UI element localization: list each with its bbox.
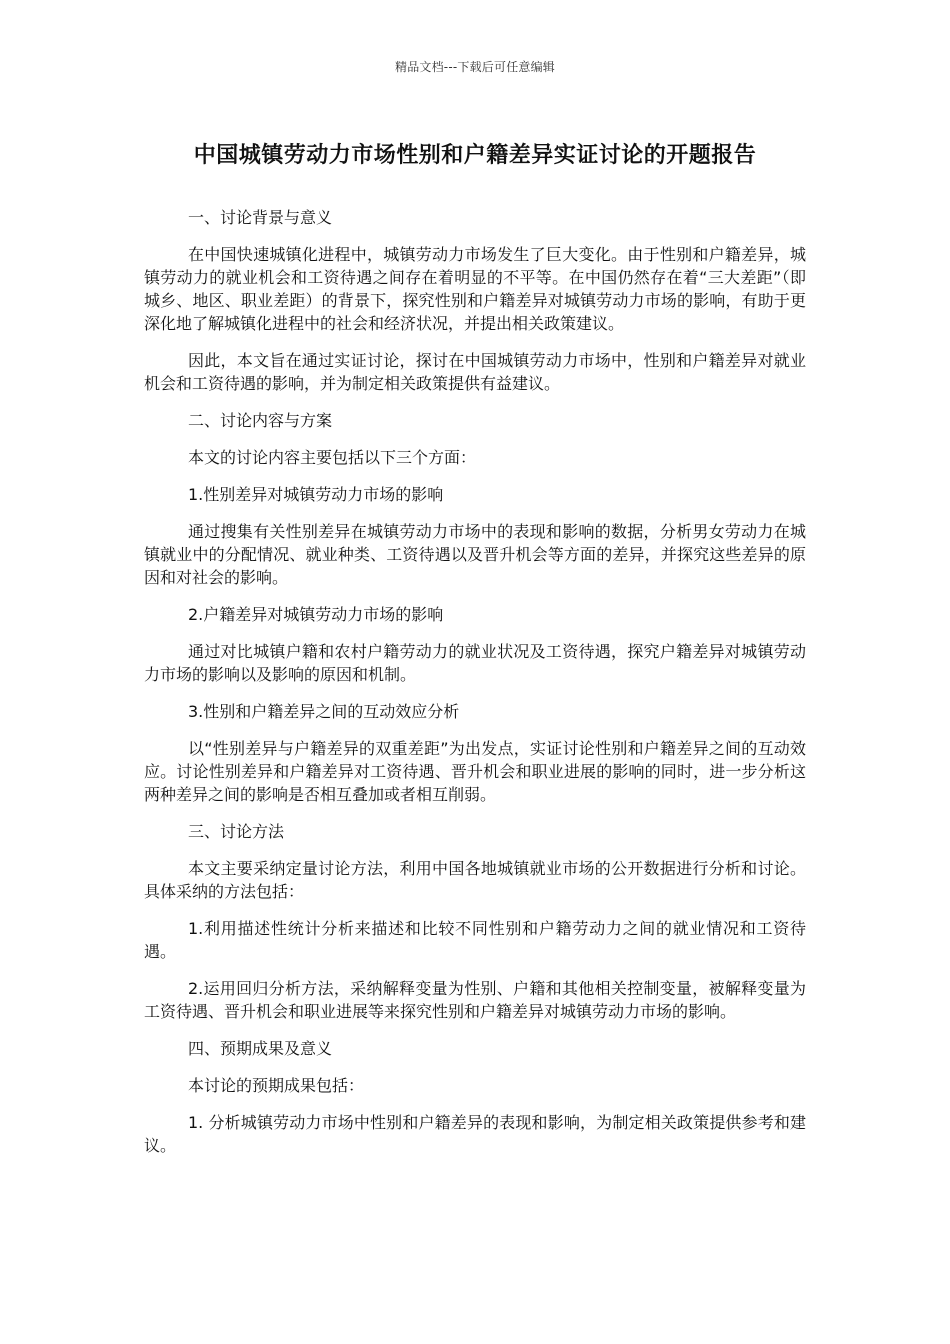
paragraph-outcome-1: 1. 分析城镇劳动力市场中性别和户籍差异的表现和影响，为制定相关政策提供参考和建议。 bbox=[144, 1113, 806, 1155]
paragraph-method-intro: 本文主要采纳定量讨论方法，利用中国各地城镇就业市场的公开数据进行分析和讨论。具体采纳的方法包括： bbox=[144, 859, 806, 901]
section-heading-content: 二、讨论内容与方案 bbox=[188, 411, 333, 430]
section-heading-outcomes: 四、预期成果及意义 bbox=[188, 1039, 333, 1058]
paragraph-outcomes-intro: 本讨论的预期成果包括： bbox=[188, 1076, 365, 1095]
paragraph-content-intro: 本文的讨论内容主要包括以下三个方面： bbox=[188, 448, 477, 467]
document-title: 中国城镇劳动力市场性别和户籍差异实证讨论的开题报告 bbox=[193, 143, 757, 168]
paragraph-purpose: 因此，本文旨在通过实证讨论，探讨在中国城镇劳动力市场中，性别和户籍差异对就业机会和工资待遇的影响，并为制定相关政策提供有益建议。 bbox=[144, 351, 806, 393]
subheading-gender: 1.性别差异对城镇劳动力市场的影响 bbox=[188, 485, 444, 504]
paragraph-hukou: 通过对比城镇户籍和农村户籍劳动力的就业状况及工资待遇，探究户籍差异对城镇劳动力市场的影响以及影响的原因和机制。 bbox=[144, 642, 806, 684]
paragraph-method-2: 2.运用回归分析方法，采纳解释变量为性别、户籍和其他相关控制变量，被解释变量为工资待遇、晋升机会和职业进展等来探究性别和户籍差异对城镇劳动力市场的影响。 bbox=[144, 979, 806, 1021]
document-body bbox=[144, 206, 806, 1171]
section-heading-background: 一、讨论背景与意义 bbox=[188, 208, 333, 227]
header-note: 精品文档---下载后可任意编辑 bbox=[395, 60, 555, 74]
paragraph-method-1: 1.利用描述性统计分析来描述和比较不同性别和户籍劳动力之间的就业情况和工资待遇。 bbox=[144, 919, 806, 961]
paragraph-background: 在中国快速城镇化进程中，城镇劳动力市场发生了巨大变化。由于性别和户籍差异，城镇劳动力的就业机会和工资待遇之间存在着明显的不平等。在中国仍然存在着“三大差距”（即城乡、地区、职业差距）的背景下，探究性别和户籍差异对城镇劳动力市场的影响，有助于更深化地了解城镇化进程中的社会和经济状况，并提出相关政策建议。 bbox=[144, 245, 806, 333]
subheading-interaction: 3.性别和户籍差异之间的互动效应分析 bbox=[188, 702, 460, 721]
section-heading-method: 三、讨论方法 bbox=[188, 822, 285, 841]
paragraph-interaction: 以“性别差异与户籍差异的双重差距”为出发点，实证讨论性别和户籍差异之间的互动效应。讨论性别差异和户籍差异对工资待遇、晋升机会和职业进展的影响的同时，进一步分析这两种差异之间的影响是否相互叠加或者相互削弱。 bbox=[144, 739, 806, 804]
subheading-hukou: 2.户籍差异对城镇劳动力市场的影响 bbox=[188, 605, 444, 624]
paragraph-gender: 通过搜集有关性别差异在城镇劳动力市场中的表现和影响的数据，分析男女劳动力在城镇就业中的分配情况、就业种类、工资待遇以及晋升机会等方面的差异，并探究这些差异的原因和对社会的影响。 bbox=[144, 522, 806, 587]
